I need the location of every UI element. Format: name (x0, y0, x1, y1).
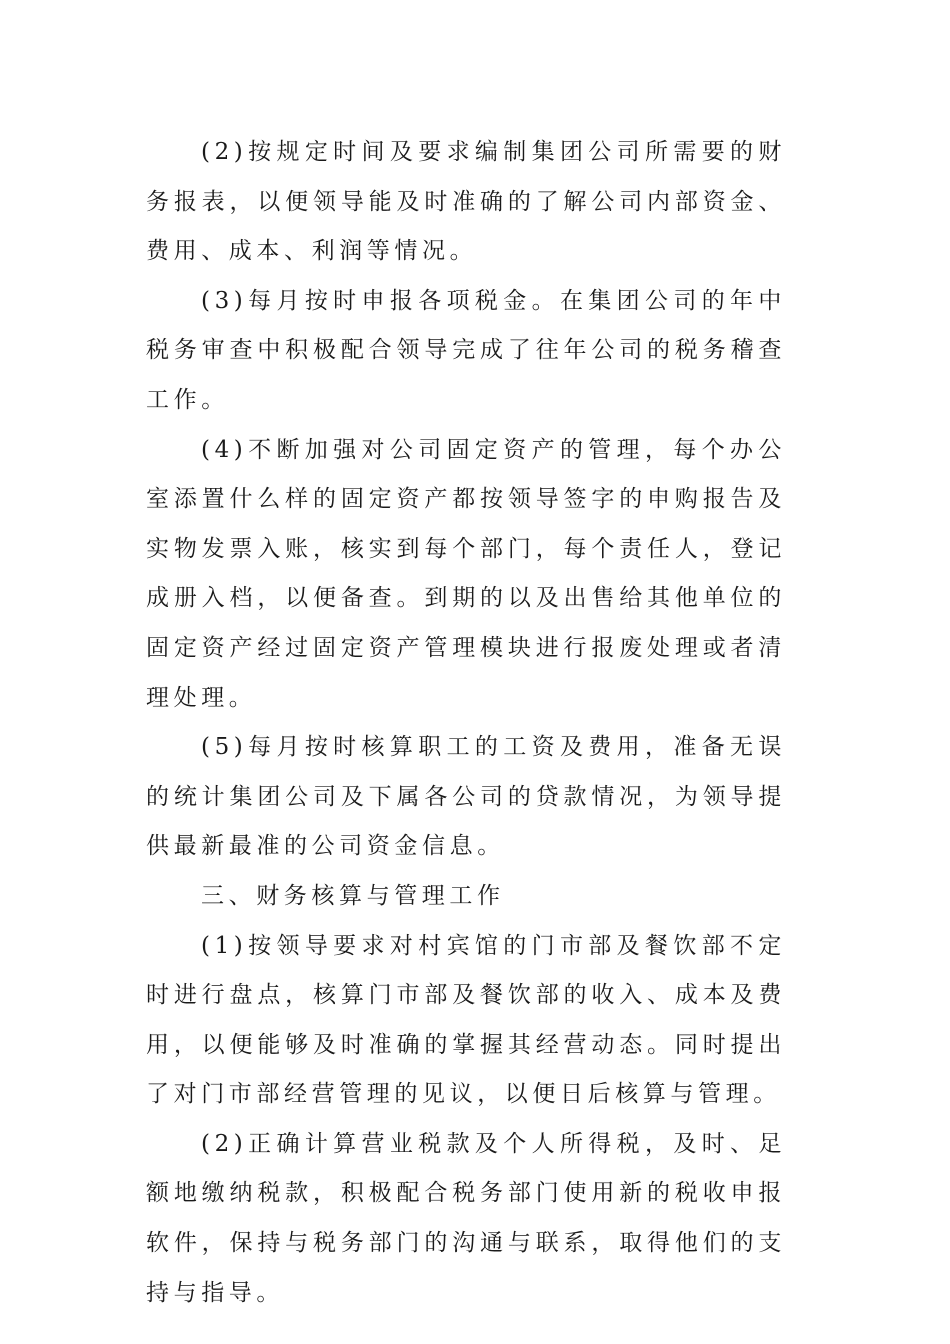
paragraph-item-1-inventory: (1)按领导要求对村宾馆的门市部及餐饮部不定时进行盘点，核算门市部及餐饮部的收入、成本及费用，以便能够及时准确的掌握其经营动态。同时提出了对门市部经营管理的见议，以便日后核算与管理。 (146, 932, 786, 1108)
document-body (146, 128, 786, 1318)
paragraph-item-2-tax-payment: (2)正确计算营业税款及个人所得税，及时、足额地缴纳税款，积极配合税务部门使用新的税收申报软件，保持与税务部门的沟通与联系，取得他们的支持与指导。 (146, 1130, 786, 1306)
paragraph-item-2-reports: (2)按规定时间及要求编制集团公司所需要的财务报表，以便领导能及时准确的了解公司内部资金、费用、成本、利润等情况。 (146, 139, 786, 265)
paragraph-item-5-payroll: (5)每月按时核算职工的工资及费用，准备无误的统计集团公司及下属各公司的贷款情况，为领导提供最新最准的公司资金信息。 (146, 734, 786, 860)
paragraph-item-4-fixed-assets: (4)不断加强对公司固定资产的管理，每个办公室添置什么样的固定资产都按领导签字的申购报告及实物发票入账，核实到每个部门，每个责任人，登记成册入档，以便备查。到期的以及出售给其他单位的固定资产经过固定资产管理模块进行报废处理或者清理处理。 (146, 436, 786, 711)
paragraph-item-3-taxes: (3)每月按时申报各项税金。在集团公司的年中税务审查中积极配合领导完成了往年公司的税务稽查工作。 (146, 287, 786, 413)
section-heading-accounting: 三、财务核算与管理工作 (201, 882, 505, 909)
